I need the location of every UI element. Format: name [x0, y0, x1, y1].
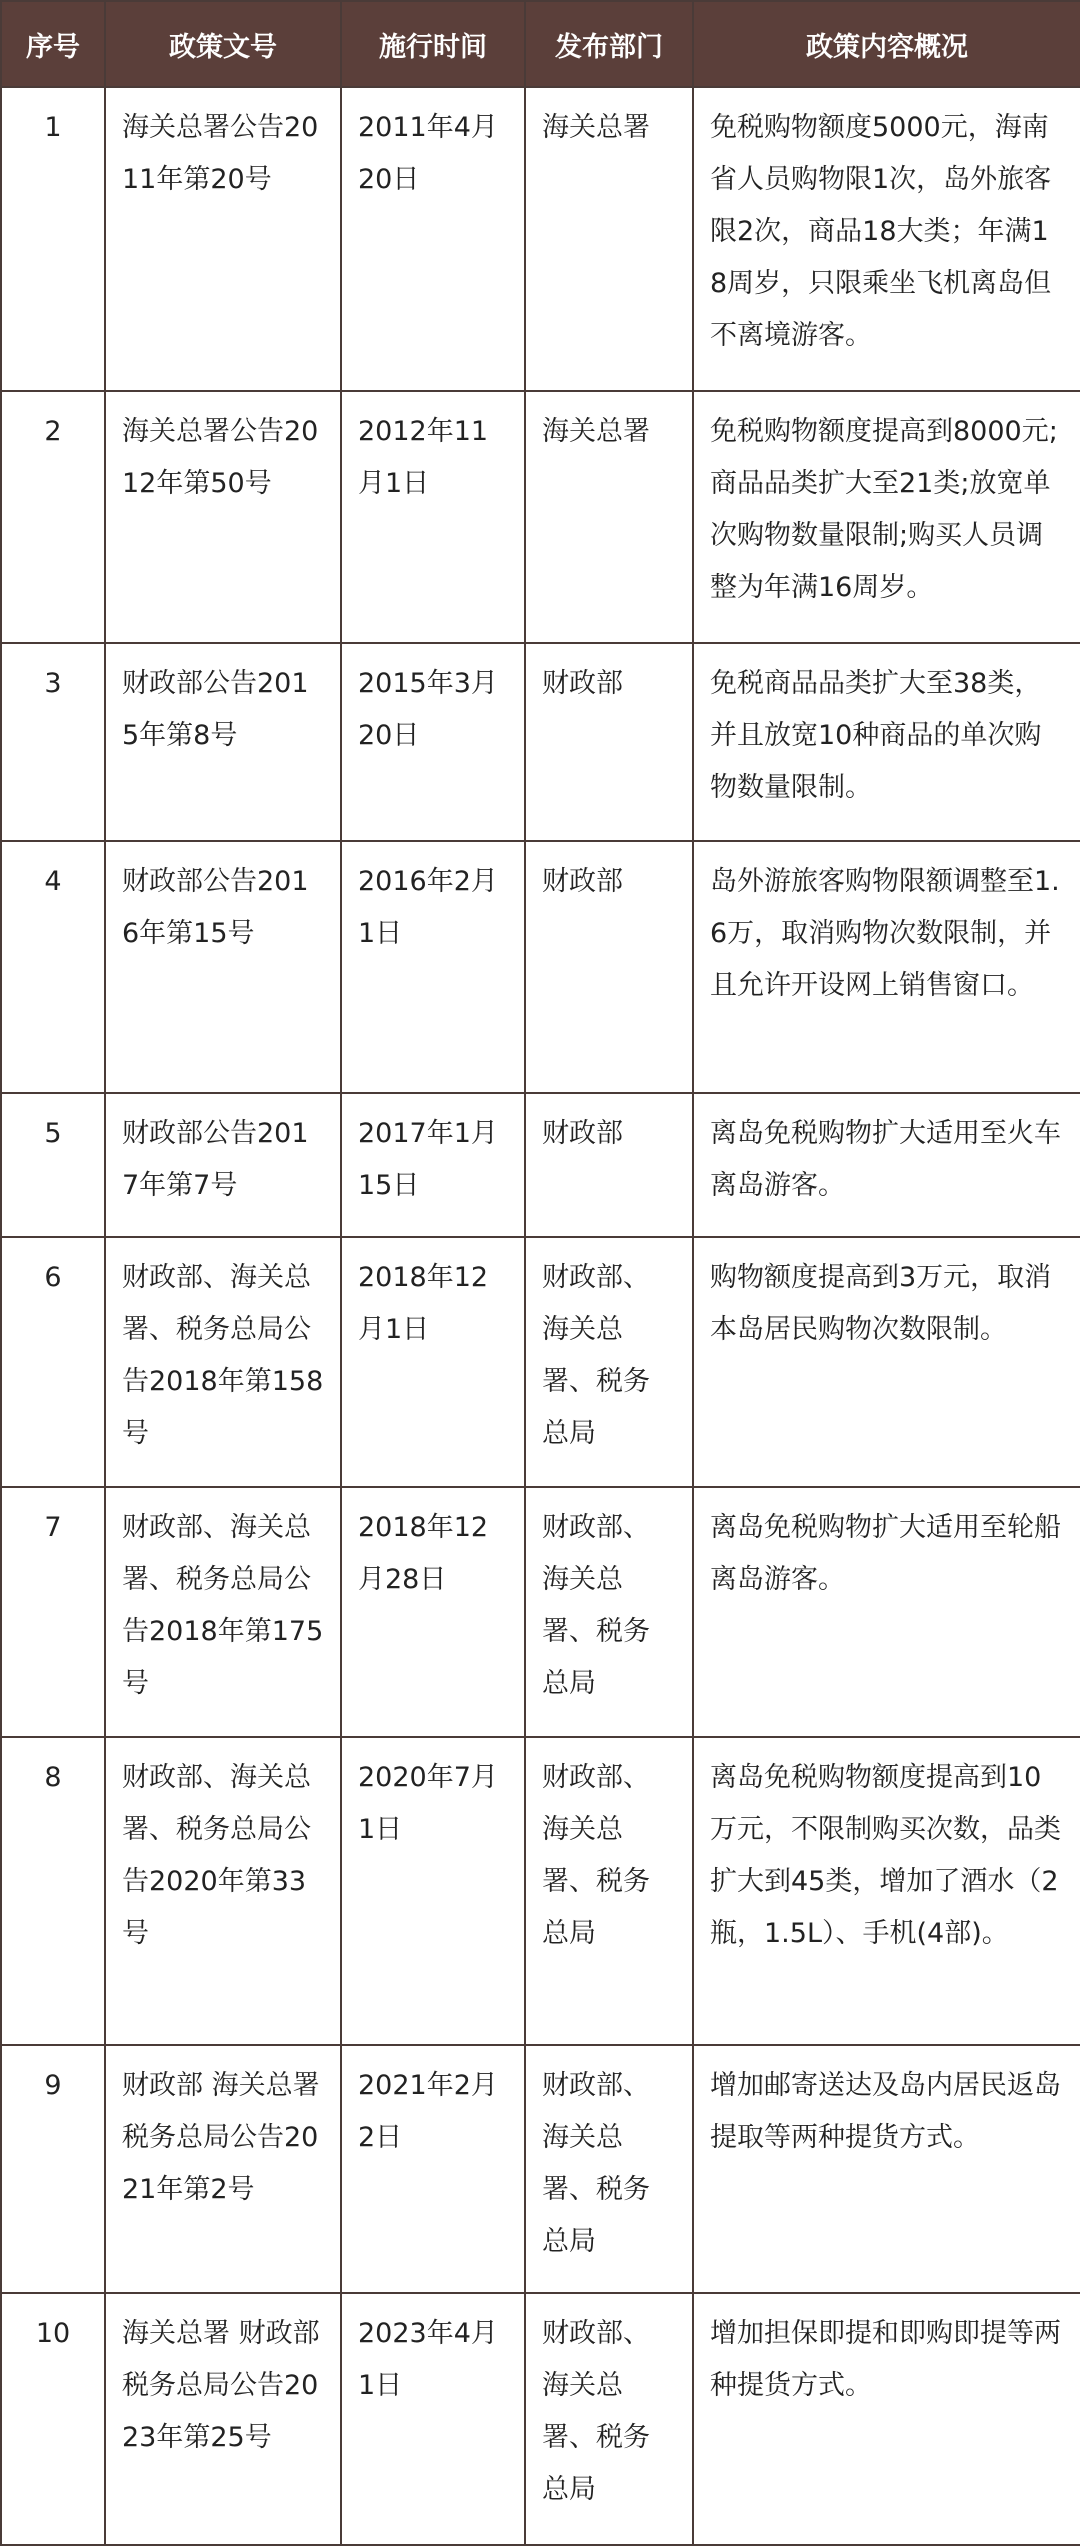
row-department: 财政部 — [525, 841, 693, 1093]
row-index: 2 — [1, 391, 105, 643]
row-policy-number: 海关总署公告2011年第20号 — [105, 87, 341, 391]
table-row — [1, 87, 1080, 391]
table-row — [1, 2293, 1080, 2545]
row-index: 9 — [1, 2045, 105, 2293]
row-policy-number: 财政部、海关总署、税务总局公告2018年第158号 — [105, 1237, 341, 1487]
header-index: 序号 — [1, 1, 105, 87]
row-department: 财政部、海关总署、税务总局 — [525, 2045, 693, 2293]
row-summary: 离岛免税购物额度提高到10万元，不限制购买次数，品类扩大到45类，增加了酒水（2瓶，1.5L）、手机(4部)。 — [693, 1737, 1080, 2045]
row-index: 7 — [1, 1487, 105, 1737]
row-index: 3 — [1, 643, 105, 841]
row-effective-date: 2012年11月1日 — [341, 391, 525, 643]
row-summary: 离岛免税购物扩大适用至火车离岛游客。 — [693, 1093, 1080, 1237]
row-summary: 免税购物额度5000元，海南省人员购物限1次，岛外旅客限2次，商品18大类；年满18周岁，只限乘坐飞机离岛但不离境游客。 — [693, 87, 1080, 391]
row-policy-number: 海关总署公告2012年第50号 — [105, 391, 341, 643]
row-policy-number: 海关总署 财政部 税务总局公告2023年第25号 — [105, 2293, 341, 2545]
row-department: 财政部、海关总署、税务总局 — [525, 1487, 693, 1737]
row-department: 海关总署 — [525, 391, 693, 643]
table-row — [1, 391, 1080, 643]
table-row — [1, 841, 1080, 1093]
row-effective-date: 2018年12月1日 — [341, 1237, 525, 1487]
row-policy-number: 财政部公告2015年第8号 — [105, 643, 341, 841]
row-policy-number: 财政部、海关总署、税务总局公告2018年第175号 — [105, 1487, 341, 1737]
row-index: 6 — [1, 1237, 105, 1487]
table-row — [1, 1487, 1080, 1737]
row-policy-number: 财政部公告2017年第7号 — [105, 1093, 341, 1237]
row-index: 4 — [1, 841, 105, 1093]
table-header-row — [1, 1, 1080, 87]
table-row — [1, 2045, 1080, 2293]
header-issuing-department: 发布部门 — [525, 1, 693, 87]
row-summary: 免税购物额度提高到8000元;商品品类扩大至21类;放宽单次购物数量限制;购买人员调整为年满16周岁。 — [693, 391, 1080, 643]
table-row — [1, 1093, 1080, 1237]
row-index: 8 — [1, 1737, 105, 2045]
row-effective-date: 2018年12月28日 — [341, 1487, 525, 1737]
header-policy-number: 政策文号 — [105, 1, 341, 87]
row-summary: 购物额度提高到3万元，取消本岛居民购物次数限制。 — [693, 1237, 1080, 1487]
row-department: 财政部 — [525, 643, 693, 841]
row-policy-number: 财政部公告2016年第15号 — [105, 841, 341, 1093]
row-policy-number: 财政部、海关总署、税务总局公告2020年第33号 — [105, 1737, 341, 2045]
row-department: 海关总署 — [525, 87, 693, 391]
row-department: 财政部、海关总署、税务总局 — [525, 2293, 693, 2545]
row-policy-number: 财政部 海关总署 税务总局公告2021年第2号 — [105, 2045, 341, 2293]
row-effective-date: 2023年4月1日 — [341, 2293, 525, 2545]
row-effective-date: 2021年2月2日 — [341, 2045, 525, 2293]
header-policy-summary: 政策内容概况 — [693, 1, 1080, 87]
row-effective-date: 2020年7月1日 — [341, 1737, 525, 2045]
row-department: 财政部、海关总署、税务总局 — [525, 1737, 693, 2045]
row-department: 财政部、海关总署、税务总局 — [525, 1237, 693, 1487]
table-row — [1, 1737, 1080, 2045]
row-summary: 增加担保即提和即购即提等两种提货方式。 — [693, 2293, 1080, 2545]
row-summary: 免税商品品类扩大至38类，并且放宽10种商品的单次购物数量限制。 — [693, 643, 1080, 841]
row-summary: 增加邮寄送达及岛内居民返岛提取等两种提货方式。 — [693, 2045, 1080, 2293]
row-summary: 岛外游旅客购物限额调整至1.6万，取消购物次数限制，并且允许开设网上销售窗口。 — [693, 841, 1080, 1093]
row-index: 1 — [1, 87, 105, 391]
table-row — [1, 1237, 1080, 1487]
row-index: 10 — [1, 2293, 105, 2545]
table-row — [1, 643, 1080, 841]
row-index: 5 — [1, 1093, 105, 1237]
row-effective-date: 2011年4月20日 — [341, 87, 525, 391]
row-effective-date: 2015年3月20日 — [341, 643, 525, 841]
row-department: 财政部 — [525, 1093, 693, 1237]
row-effective-date: 2017年1月15日 — [341, 1093, 525, 1237]
header-effective-date: 施行时间 — [341, 1, 525, 87]
row-effective-date: 2016年2月1日 — [341, 841, 525, 1093]
row-summary: 离岛免税购物扩大适用至轮船离岛游客。 — [693, 1487, 1080, 1737]
